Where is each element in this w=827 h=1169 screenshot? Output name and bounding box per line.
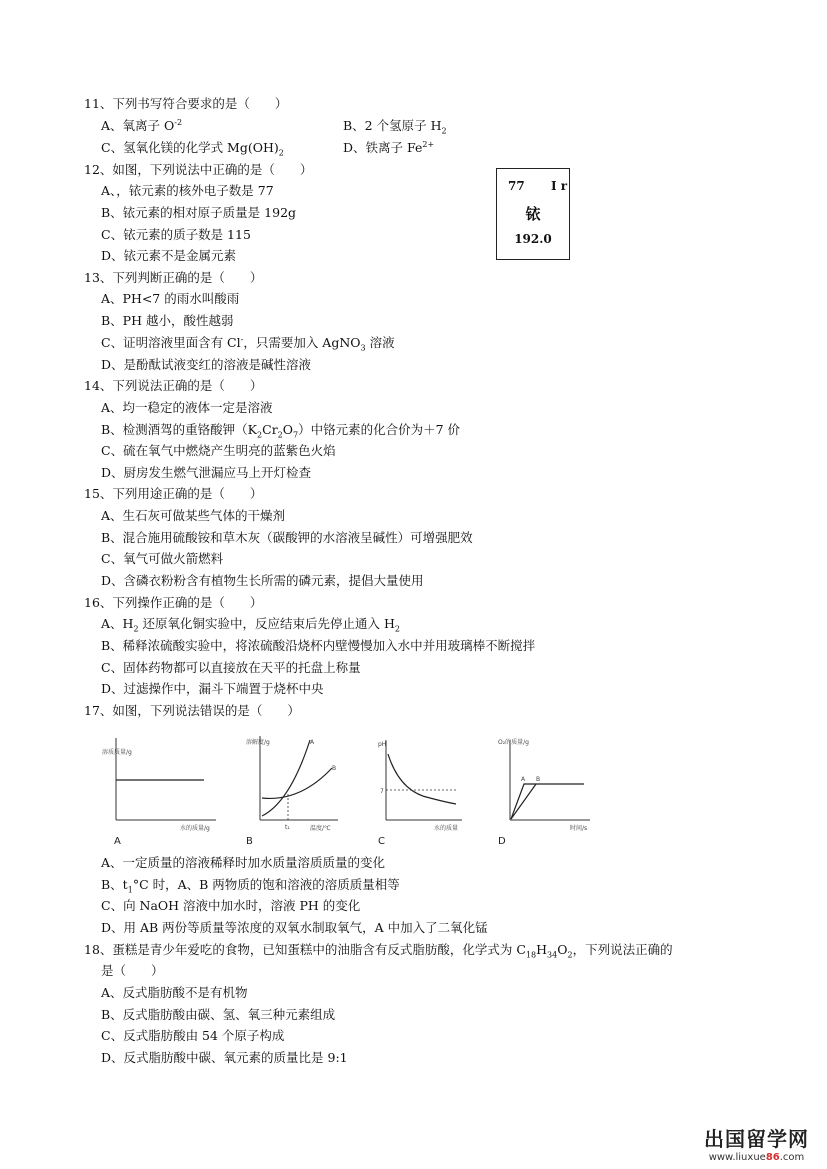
- q17-option-b: B、$t_1^\circ C$ 时，A、B 两物质的饱和溶液的溶质质量相等: [101, 877, 400, 895]
- q18-option-b: B、反式脂肪酸由碳、氢、氧三种元素组成: [101, 1007, 336, 1022]
- q15-option-a: A、生石灰可做某些气体的干燥剂: [101, 508, 286, 523]
- q14-option-c: C、硫在氧气中燃烧产生明亮的蓝紫色火焰: [101, 443, 336, 458]
- graph-c-label: C: [378, 836, 385, 847]
- q17-stem: 17、如图，下列说法错误的是（ ）: [84, 703, 300, 718]
- q15-option-d: D、含磷衣粉粉含有植物生长所需的磷元素，提倡大量使用: [101, 573, 424, 588]
- q17-option-c: C、向 NaOH 溶液中加水时，溶液 PH 的变化: [101, 898, 361, 913]
- site-watermark: [704, 1123, 809, 1163]
- q11-option-d: D、铁离子 $Fe^{2+}$: [343, 139, 435, 155]
- graph-b-ylabel: 溶解度/g: [246, 739, 270, 746]
- q18-option-a: A、反式脂肪酸不是有机物: [101, 985, 248, 1000]
- graph-a: [102, 738, 216, 847]
- q17-option-a: A、一定质量的溶液稀释时加水质量溶质质量的变化: [101, 855, 386, 870]
- graph-d-ylabel: O₂的质量/g: [498, 739, 529, 746]
- graph-d-curve-a: [511, 784, 584, 819]
- q11-option-a: A、氧离子 $O^{-2}$: [101, 117, 183, 133]
- q13-stem: 13、下列判断正确的是（ ）: [84, 270, 263, 285]
- element-symbol: I r: [551, 179, 568, 193]
- q14-option-d: D、厨房发生燃气泄漏应马上开灯检查: [101, 465, 312, 480]
- q18-option-c: C、反式脂肪酸由 54 个原子构成: [101, 1028, 285, 1043]
- graph-d: [498, 738, 590, 847]
- q16-option-d: D、过滤操作中，漏斗下端置于烧杯中央: [101, 681, 324, 696]
- graph-b-curve-a: [262, 740, 310, 816]
- graph-d-curve-a-label: A: [521, 776, 526, 783]
- q12-option-d: D、铱元素不是金属元素: [101, 248, 237, 263]
- graph-c-xlabel: 水的质量: [434, 825, 459, 832]
- q12-option-a: A、，铱元素的核外电子数是 77: [101, 183, 274, 198]
- q11-stem: 11、下列书写符合要求的是（ ）: [84, 96, 288, 111]
- q14-stem: 14、下列说法正确的是（ ）: [84, 378, 263, 393]
- graph-a-xlabel: 水的质量/g: [180, 825, 210, 832]
- graph-c: [378, 740, 462, 847]
- graph-c-curve: [388, 754, 456, 804]
- graph-c-tick: 7: [380, 788, 384, 795]
- atomic-number: 77: [508, 179, 525, 193]
- graph-b: [246, 736, 338, 847]
- q17-option-d: D、用 AB 两份等质量等浓度的双氧水制取氧气，A 中加入了二氧化锰: [101, 920, 488, 935]
- q13-option-c: C、证明溶液里面含有 Cl-，只需要加入 AgNO$_3$ 溶液: [101, 334, 395, 353]
- q13-option-a: A、PH<7 的雨水叫酸雨: [101, 291, 240, 306]
- q11-option-b: B、2 个氢原子 $H_2$: [343, 118, 447, 136]
- watermark-url: www.liuxue86.com: [708, 1152, 805, 1163]
- atomic-mass: 192.0: [514, 232, 552, 246]
- q15-option-c: C、氧气可做火箭燃料: [101, 551, 224, 566]
- q14-option-b: B、检测酒驾的重铬酸钾$(K_2Cr_2O_7)$中铬元素的化合价为＋7 价: [101, 422, 461, 440]
- q16-option-b: B、稀释浓硫酸实验中，将浓硫酸沿烧杯内壁慢慢加入水中并用玻璃棒不断搅拌: [101, 638, 536, 653]
- q12-stem: 12、如图，下列说法中正确的是（ ）: [84, 162, 313, 177]
- graph-d-label: D: [498, 836, 506, 847]
- graph-b-t1-tick: t₁: [285, 824, 290, 831]
- graph-d-curve-b: [511, 784, 536, 819]
- element-name: 铱: [525, 205, 541, 223]
- q13-option-b: B、PH 越小，酸性越弱: [101, 313, 234, 328]
- graph-b-curve-a-label: A: [310, 739, 315, 746]
- q16-option-c: C、固体药物都可以直接放在天平的托盘上称量: [101, 660, 361, 675]
- graph-c-ylabel: pH: [378, 741, 387, 748]
- q12-option-c: C、铱元素的质子数是 115: [101, 227, 251, 242]
- q14-option-a: A、均一稳定的液体一定是溶液: [101, 400, 273, 415]
- q18-stem: 18、蛋糕是青少年爱吃的食物，已知蛋糕中的油脂含有反式脂肪酸，化学式为 $C_{18}H_{34}O_2$，下列说法正确的: [84, 942, 673, 960]
- q18-option-d: D、反式脂肪酸中碳、氧元素的质量比是 9:1: [101, 1050, 348, 1065]
- q15-option-b: B、混合施用硫酸铵和草木灰（碳酸钾的水溶液呈碱性）可增强肥效: [101, 530, 473, 545]
- q18-stem-cont: 是（ ）: [101, 963, 164, 978]
- graph-b-curve-b-label: B: [332, 765, 337, 772]
- q12-option-b: B、铱元素的相对原子质量是 192g: [101, 205, 297, 220]
- graph-d-xlabel: 时间/s: [570, 825, 588, 832]
- q13-option-d: D、是酚酞试液变红的溶液是碱性溶液: [101, 357, 312, 372]
- q16-option-a: A、$H_2$ 还原氧化铜实验中，反应结束后先停止通入 $H_2$: [101, 616, 400, 634]
- q15-stem: 15、下列用途正确的是（ ）: [84, 486, 263, 501]
- q16-stem: 16、下列操作正确的是（ ）: [84, 595, 263, 610]
- iridium-element-card: [496, 168, 570, 260]
- graph-d-curve-b-label: B: [536, 776, 541, 783]
- graph-b-xlabel: 温度/℃: [310, 825, 331, 832]
- graph-a-label: A: [114, 836, 121, 847]
- q11-option-c: C、氢氧化镁的化学式 $Mg(OH)_2$: [101, 140, 284, 158]
- q17-graphs: [100, 732, 620, 848]
- graph-a-ylabel: 溶质质量/g: [102, 749, 132, 756]
- watermark-title: 出国留学网: [704, 1127, 809, 1151]
- graph-b-label: B: [246, 836, 253, 847]
